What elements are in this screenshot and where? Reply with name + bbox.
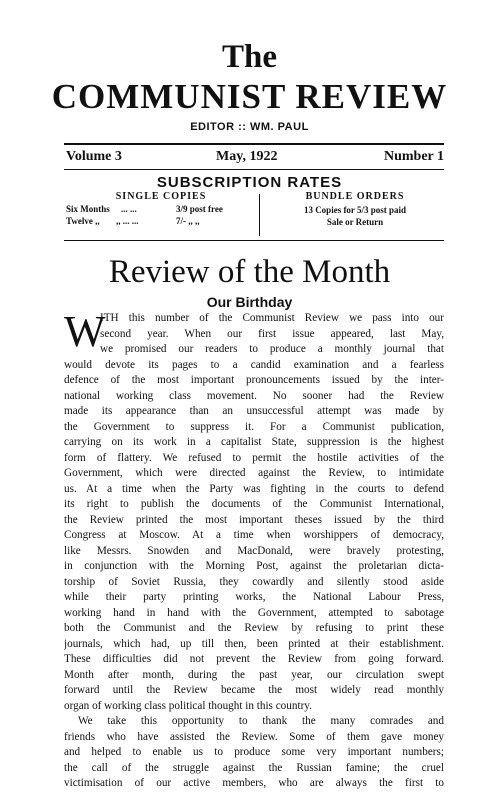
body-line: ITH this number of the Communist Review we pass into our [100, 312, 444, 324]
article-body [64, 307, 444, 792]
body-line: in conjunction with the Morning Post, against the proletarian dicta- [64, 560, 444, 572]
body-line: carrying on its work in a capitalist State, suppression is the highest [64, 436, 444, 448]
body-line: journals, which had, up till then, been printed at their establishment. [64, 637, 444, 650]
issue-row [66, 149, 444, 167]
single-row [66, 216, 256, 228]
body-line: torship of Soviet Russia, they cowardly and silently stood aside [64, 575, 444, 588]
article-title: Review of the Month [108, 254, 391, 290]
body-line: would devote its pages to a candid examination and a fearless [64, 358, 444, 371]
editor-line: EDITOR :: WM. PAUL [190, 121, 309, 133]
issue-number: Number 1 [383, 149, 444, 164]
body-line: organ of working class political thought in this country. [64, 699, 312, 712]
issue-volume: Volume 3 [66, 149, 122, 164]
body-line: Month after month, during the past year, our circulation swept [64, 668, 444, 681]
body-line: both the Communist and the Review by refusing to print these [64, 622, 444, 634]
single-dots: ... ... [121, 204, 137, 214]
single-copies-box [66, 191, 256, 228]
single-term: Six Months [66, 204, 110, 214]
body-line: national working class movement. No sooner had the Review [64, 389, 444, 402]
bundle-line: Sale or Return [326, 217, 384, 227]
single-term: Twelve ,, [66, 216, 100, 226]
body-line: and helped to enable us to produce some very important numbers; [64, 746, 444, 758]
single-price: 3/9 post free [176, 204, 223, 214]
bundle-line: 13 Copies for 5/3 post paid [303, 205, 407, 215]
drop-cap: W [64, 307, 106, 356]
body-line: we promised our readers to produce a monthly journal that [100, 343, 444, 355]
body-line: forward until the Review became the most widely read monthly [64, 684, 444, 696]
body-line: second year. When our first issue appeared, last May, [100, 327, 444, 340]
body-line: friends who have assisted the Review. Some of them gave money [64, 730, 444, 743]
masthead-title: COMMUNIST REVIEW [51, 77, 448, 116]
body-line: while their party printing works, the National Labour Press, [64, 591, 444, 603]
body-line: Congress at Moscow. At a time when worshippers of democracy, [64, 529, 444, 541]
single-row [66, 204, 256, 216]
body-line: victimisation of our active members, who are always the first to [64, 777, 444, 789]
bundle-orders-box [266, 191, 444, 229]
article-subtitle: Our Birthday [206, 294, 293, 310]
single-price: 7/- ,, ,, [176, 216, 200, 226]
body-line: defence of the most important pronouncements issued by the inter- [64, 374, 444, 386]
rule-mid [64, 169, 444, 170]
rule-bottom [64, 240, 444, 241]
single-copies-heading: SINGLE COPIES [115, 191, 207, 202]
body-line: made its appearance than an unsuccessful attempt was made by [64, 405, 444, 417]
body-line: the Review printed the most important theses issued by the third [64, 513, 444, 526]
body-line: the Government to suppress it. For a Communist publication, [64, 420, 444, 433]
issue-date: May, 1922 [216, 149, 278, 164]
subscription-divider [259, 194, 260, 236]
subscription-title: SUBSCRIPTION RATES [156, 174, 343, 191]
body-line: us. At a time when the Party was fighting in the courts to defend [64, 482, 444, 495]
bundle-heading: BUNDLE ORDERS [305, 191, 405, 202]
masthead-the: The [221, 39, 277, 75]
body-line: working hand in hand with the Government, attempted to sabotage [64, 606, 444, 619]
body-line: Government, which were directed against the Review, to intimidate [64, 467, 444, 479]
body-line: its right to publish the documents of the Communist International, [64, 498, 444, 510]
body-line: We take this opportunity to thank the many comrades and [78, 715, 444, 727]
body-line: the call of the struggle against the Russian famine; the cruel [64, 761, 444, 774]
body-line: form of flattery. We refused to permit the hostile activities of the [64, 451, 444, 464]
body-line: like Messrs. Snowden and MacDonald, were bravely protesting, [64, 544, 444, 557]
rule-top [64, 143, 444, 145]
body-line: These difficulties did not prevent the Review from going forward. [64, 653, 444, 665]
single-dots: ,, ... ... [116, 216, 139, 226]
